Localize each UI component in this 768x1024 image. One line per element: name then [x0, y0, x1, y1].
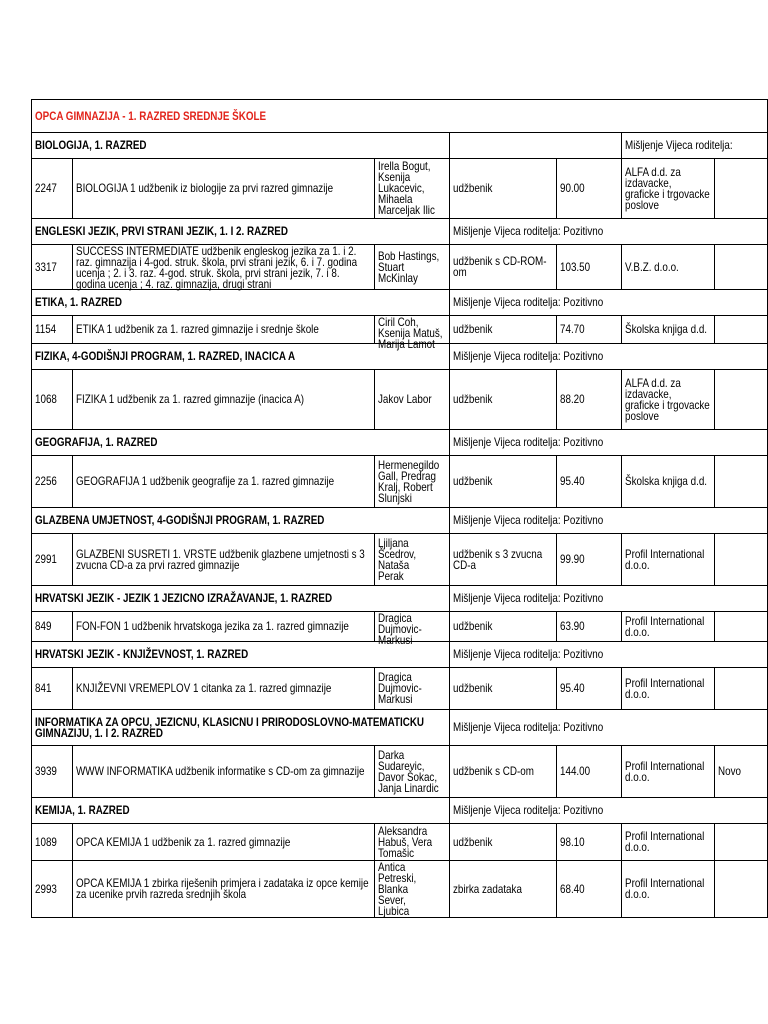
book-type: udžbenik: [450, 316, 557, 344]
book-title: ETIKA 1 udžbenik za 1. razred gimnazije i srednje škole: [73, 316, 375, 344]
book-note: [715, 824, 768, 861]
book-note: [715, 612, 768, 642]
book-row: [32, 746, 768, 798]
book-authors: Darka Sudarevic, Davor Šokac, Janja Linardic: [375, 746, 450, 798]
book-authors: Bob Hastings, Stuart McKinlay: [375, 245, 450, 290]
book-row: [32, 456, 768, 508]
book-code: 1089: [32, 824, 73, 861]
book-code: 2256: [32, 456, 73, 508]
book-row: [32, 159, 768, 219]
section-heading: GEOGRAFIJA, 1. RAZRED: [32, 430, 450, 456]
book-authors: Ciril Coh, Ksenija Matuš, Marija Lamot: [375, 316, 450, 344]
book-price: 99.90: [557, 534, 622, 586]
book-publisher: V.B.Z. d.o.o.: [622, 245, 715, 290]
book-publisher: Profil International d.o.o.: [622, 668, 715, 710]
book-code: 1154: [32, 316, 73, 344]
book-code: 849: [32, 612, 73, 642]
book-row: [32, 668, 768, 710]
book-publisher: ALFA d.d. za izdavacke, graficke i trgovacke poslove: [622, 159, 715, 219]
book-title: GEOGRAFIJA 1 udžbenik geografije za 1. razred gimnazije: [73, 456, 375, 508]
book-type: udžbenik: [450, 612, 557, 642]
book-note: [715, 159, 768, 219]
book-row: [32, 370, 768, 430]
book-price: 63.90: [557, 612, 622, 642]
book-publisher: Profil International d.o.o.: [622, 534, 715, 586]
book-title: OPCA KEMIJA 1 udžbenik za 1. razred gimnazije: [73, 824, 375, 861]
book-type: udžbenik s 3 zvucna CD-a: [450, 534, 557, 586]
book-type: udžbenik s CD-om: [450, 746, 557, 798]
council-opinion: Mišljenje Vijeca roditelja: Pozitivno: [450, 710, 768, 746]
book-title: SUCCESS INTERMEDIATE udžbenik engleskog jezika za 1. i 2. raz. gimnazija i 4-god. struk. škola, prvi strani jezik, 6. i 7. godina ucenja ; 2. i 3. raz. 4-god. struk. škola, prvi strani jezik, 7. i 8. godina ucenja ; 4. raz. gimnazija, drugi strani: [73, 245, 375, 290]
book-publisher: ALFA d.d. za izdavacke, graficke i trgovacke poslove: [622, 370, 715, 430]
council-opinion: Mišljenje Vijeca roditelja: Pozitivno: [450, 219, 768, 245]
sheet-title: OPCA GIMNAZIJA - 1. RAZRED SREDNJE ŠKOLE: [32, 100, 768, 133]
book-authors: Irella Bogut, Ksenija Lukacevic, Mihaela Marceljak Ilic: [375, 159, 450, 219]
book-title: OPCA KEMIJA 1 zbirka riješenih primjera i zadataka iz opce kemije za ucenike prvih razreda srednjih škola: [73, 861, 375, 918]
council-opinion: Mišljenje Vijeca roditelja: Pozitivno: [450, 586, 768, 612]
council-opinion: Mišljenje Vijeca roditelja: Pozitivno: [450, 642, 768, 668]
book-publisher: Profil International d.o.o.: [622, 861, 715, 918]
council-opinion: Mišljenje Vijeca roditelja:: [622, 133, 768, 159]
book-price: 144.00: [557, 746, 622, 798]
section-header-row: [32, 290, 768, 316]
section-header-row: [32, 430, 768, 456]
book-code: 2991: [32, 534, 73, 586]
book-code: 841: [32, 668, 73, 710]
book-row: [32, 612, 768, 642]
council-opinion: Mišljenje Vijeca roditelja: Pozitivno: [450, 344, 768, 370]
book-row: [32, 245, 768, 290]
book-code: 2993: [32, 861, 73, 918]
book-publisher: Profil International d.o.o.: [622, 824, 715, 861]
section-header-row: [32, 133, 768, 159]
book-row: [32, 824, 768, 861]
book-price: 90.00: [557, 159, 622, 219]
book-row: [32, 861, 768, 918]
council-opinion: Mišljenje Vijeca roditelja: Pozitivno: [450, 290, 768, 316]
section-heading: HRVATSKI JEZIK - JEZIK 1 JEZICNO IZRAŽAVANJE, 1. RAZRED: [32, 586, 450, 612]
blank-cell: [450, 133, 622, 159]
book-authors: Dragica Dujmovic- Markusi: [375, 612, 450, 642]
book-row: [32, 316, 768, 344]
book-price: 98.10: [557, 824, 622, 861]
council-opinion: Mišljenje Vijeca roditelja: Pozitivno: [450, 430, 768, 456]
section-heading: INFORMATIKA ZA OPCU, JEZICNU, KLASICNU I PRIRODOSLOVNO-MATEMATICKU GIMNAZIJU, 1. I 2. RAZRED: [32, 710, 450, 746]
book-code: 1068: [32, 370, 73, 430]
book-code: 3939: [32, 746, 73, 798]
book-publisher: Školska knjiga d.d.: [622, 456, 715, 508]
book-price: 95.40: [557, 668, 622, 710]
book-authors: Dragica Dujmovic- Markusi: [375, 668, 450, 710]
textbook-list-table: [31, 99, 768, 918]
council-opinion: Mišljenje Vijeca roditelja: Pozitivno: [450, 798, 768, 824]
book-note: [715, 668, 768, 710]
book-authors: Ljiljana Šcedrov, Nataša Perak: [375, 534, 450, 586]
book-title: WWW INFORMATIKA udžbenik informatike s CD-om za gimnazije: [73, 746, 375, 798]
book-note: [715, 456, 768, 508]
section-heading: ETIKA, 1. RAZRED: [32, 290, 450, 316]
section-heading: HRVATSKI JEZIK - KNJIŽEVNOST, 1. RAZRED: [32, 642, 450, 668]
book-authors: Aleksandra Habuš, Vera Tomašic: [375, 824, 450, 861]
book-authors: Hermenegildo Gall, Predrag Kralj, Robert Slunjski: [375, 456, 450, 508]
book-row: [32, 534, 768, 586]
book-title: KNJIŽEVNI VREMEPLOV 1 citanka za 1. razred gimnazije: [73, 668, 375, 710]
book-note: [715, 316, 768, 344]
book-type: zbirka zadataka: [450, 861, 557, 918]
section-header-row: [32, 219, 768, 245]
book-title: GLAZBENI SUSRETI 1. VRSTE udžbenik glazbene umjetnosti s 3 zvucna CD-a za prvi razred gimnazije: [73, 534, 375, 586]
book-type: udžbenik: [450, 456, 557, 508]
book-type: udžbenik: [450, 370, 557, 430]
book-price: 68.40: [557, 861, 622, 918]
book-authors: Jakov Labor: [375, 370, 450, 430]
book-price: 103.50: [557, 245, 622, 290]
book-authors: Antica Petreski, Blanka Sever, Ljubica: [375, 861, 450, 918]
section-heading: KEMIJA, 1. RAZRED: [32, 798, 450, 824]
book-code: 3317: [32, 245, 73, 290]
book-type: udžbenik: [450, 824, 557, 861]
book-note: [715, 861, 768, 918]
book-type: udžbenik: [450, 159, 557, 219]
section-heading: ENGLESKI JEZIK, PRVI STRANI JEZIK, 1. I 2. RAZRED: [32, 219, 450, 245]
section-header-row: [32, 508, 768, 534]
book-type: udžbenik: [450, 668, 557, 710]
book-publisher: Profil International d.o.o.: [622, 612, 715, 642]
council-opinion: Mišljenje Vijeca roditelja: Pozitivno: [450, 508, 768, 534]
book-note: [715, 245, 768, 290]
title-row: [32, 100, 768, 133]
section-header-row: [32, 586, 768, 612]
book-price: 88.20: [557, 370, 622, 430]
section-header-row: [32, 710, 768, 746]
book-publisher: Profil International d.o.o.: [622, 746, 715, 798]
book-price: 95.40: [557, 456, 622, 508]
book-note: [715, 370, 768, 430]
section-heading: FIZIKA, 4-GODIŠNJI PROGRAM, 1. RAZRED, INACICA A: [32, 344, 450, 370]
book-title: BIOLOGIJA 1 udžbenik iz biologije za prvi razred gimnazije: [73, 159, 375, 219]
section-heading: GLAZBENA UMJETNOST, 4-GODIŠNJI PROGRAM, 1. RAZRED: [32, 508, 450, 534]
book-publisher: Školska knjiga d.d.: [622, 316, 715, 344]
book-note: Novo: [715, 746, 768, 798]
book-title: FIZIKA 1 udžbenik za 1. razred gimnazije (inacica A): [73, 370, 375, 430]
section-header-row: [32, 798, 768, 824]
section-heading: BIOLOGIJA, 1. RAZRED: [32, 133, 450, 159]
book-type: udžbenik s CD-ROM-om: [450, 245, 557, 290]
book-note: [715, 534, 768, 586]
book-price: 74.70: [557, 316, 622, 344]
book-code: 2247: [32, 159, 73, 219]
book-title: FON-FON 1 udžbenik hrvatskoga jezika za 1. razred gimnazije: [73, 612, 375, 642]
